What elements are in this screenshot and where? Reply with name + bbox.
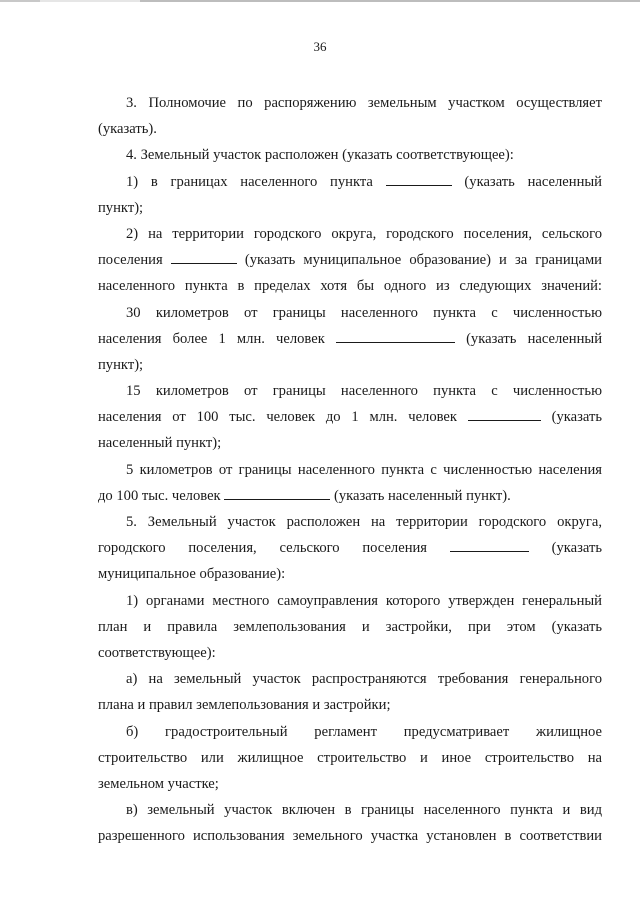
line-text-before: населения от 100 тыс. человек до 1 млн. человек (98, 409, 458, 426)
text-line (98, 142, 602, 168)
text-line (98, 90, 602, 116)
text-line (98, 116, 602, 142)
fill-in-blank (386, 184, 452, 186)
line-text: разрешенного использования земельного участка установлен в соответствии (98, 828, 602, 845)
line-text-after: (указать населенный (464, 173, 602, 190)
line-text-before: до 100 тыс. человек (98, 487, 221, 504)
line-text: б) градостроительный регламент предусматривает жилищное (126, 723, 602, 740)
fill-in-blank (450, 550, 529, 552)
line-text: населенный пункт); (98, 435, 222, 452)
text-line (98, 561, 602, 587)
line-text: 2) на территории городского округа, городского поселения, сельского (126, 225, 602, 242)
line-text-before: населения более 1 млн. человек (98, 330, 325, 347)
line-text-after: (указать (551, 540, 602, 557)
line-text: 4. Земельный участок расположен (указать соответствующее): (126, 147, 514, 164)
line-text-before: поселения (98, 252, 163, 269)
fill-in-blank (224, 498, 330, 500)
fill-in-blank (468, 419, 541, 421)
line-text-after: (указать населенный (466, 330, 602, 347)
text-line (98, 640, 602, 666)
text-line (98, 326, 602, 352)
page-number: 36 (313, 39, 327, 54)
line-text-before: городского поселения, сельского поселения (98, 540, 428, 557)
text-line (98, 221, 602, 247)
text-line (98, 247, 602, 273)
text-line (98, 430, 602, 456)
text-line (98, 195, 602, 221)
fill-in-blank (336, 341, 455, 343)
line-text: 3. Полномочие по распоряжению земельным участком осуществляет (126, 95, 602, 111)
text-line (98, 535, 602, 561)
text-line (98, 588, 602, 614)
text-line (98, 352, 602, 378)
text-line (98, 666, 602, 692)
text-line (98, 273, 602, 299)
text-line (98, 771, 602, 797)
line-text: план и правила землепользования и застройки, при этом (указать (98, 618, 602, 635)
line-text-after: (указать (551, 409, 603, 426)
text-line (98, 719, 602, 745)
text-line (98, 457, 602, 483)
line-text-after: (указать населенный пункт). (333, 487, 511, 504)
line-text: населенного пункта в пределах хотя бы одного из следующих значений: (98, 278, 602, 295)
document-body (98, 90, 602, 849)
text-line (98, 797, 602, 823)
line-text: в) земельный участок включен в границы населенного пункта и вид (126, 802, 602, 819)
line-text-before: 1) в границах населенного пункта (126, 173, 373, 190)
text-line (98, 745, 602, 771)
text-line (98, 692, 602, 718)
fill-in-blank (171, 262, 237, 264)
line-text: 15 километров от границы населенного пункта с численностью (126, 383, 602, 400)
line-text: земельном участке; (98, 775, 219, 792)
text-line (98, 614, 602, 640)
line-text: пункт); (98, 199, 144, 216)
line-text: а) на земельный участок распространяются требования генерального (126, 671, 602, 688)
text-line (98, 404, 602, 430)
text-line (98, 483, 602, 509)
line-text: строительство или жилищное строительство и иное строительство на (98, 749, 602, 766)
text-line (98, 823, 602, 849)
text-line (98, 169, 602, 195)
line-text: пункт); (98, 356, 144, 373)
line-text: 30 километров от границы населенного пункта с численностью (126, 304, 602, 321)
line-text: 1) органами местного самоуправления которого утвержден генеральный (126, 592, 602, 609)
line-text-after: (указать муниципальное образование) и за границами (244, 252, 602, 269)
line-text: плана и правил землепользования и застройки; (98, 697, 391, 714)
scan-top-edge (0, 0, 640, 2)
line-text: соответствующее): (98, 644, 216, 661)
text-line (98, 378, 602, 404)
text-line (98, 509, 602, 535)
line-text: 5 километров от границы населенного пункта с численностью населения (126, 461, 602, 478)
line-text: (указать). (98, 121, 157, 138)
line-text: 5. Земельный участок расположен на территории городского округа, (126, 514, 602, 530)
text-line (98, 300, 602, 326)
line-text: муниципальное образование): (98, 566, 286, 583)
